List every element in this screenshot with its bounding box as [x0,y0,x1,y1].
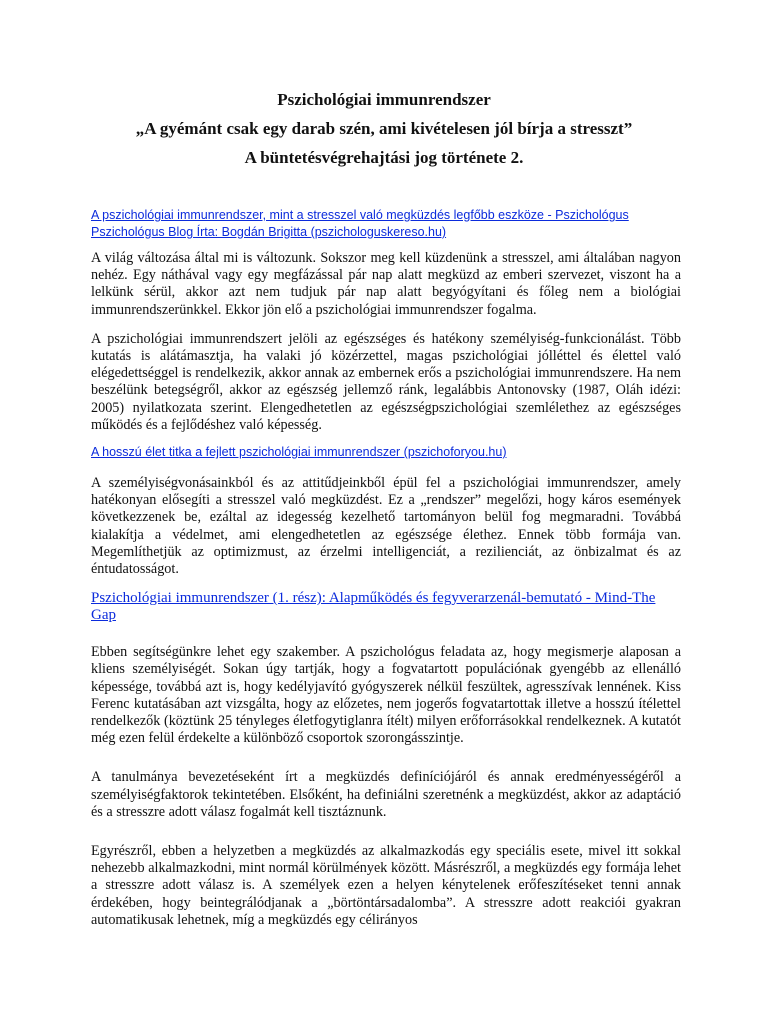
paragraph-coping: Egyrészről, ebben a helyzetben a megküzdés az alkalmazkodás egy speciális esete, mivel itt sokkal nehezebb alkalmazkodni, mint normál körülmények között. Másrészről, a megküzdés egy formája lehet a stresszre adott válasz is. A személyek ezen a helyen kénytelenek erőfeszítéseket tenni annak érdekében, hogy beintegrálódjanak a „börtöntársadalomba”. A stresszre adott reakciói gyakran automatikusak lehetnek, míg a megküzdés egy célirányos [91,843,681,928]
paragraph-intro: A világ változása által mi is változunk. Sokszor meg kell küzdenünk a stresszel, ami általában nagyon nehéz. Egy náthával vagy egy megfázással pár nap alatt megküzd az emberi szervezet, viszont ha a lelkünk sérül, akkor azt nem tudjuk pár nap alatt begyógyítani és főleg nem a biológiai immunrendszerünkkel. Ekkor jön elő a pszichológiai immunrendszer fogalma. [91,250,681,318]
document-title: Pszichológiai immunrendszer [277,90,491,109]
document-series-title: A büntetésvégrehajtási jog története 2. [244,148,524,167]
source-link-pszichologuskereso[interactable]: A pszichológiai immunrendszer, mint a stresszel való megküzdés legfőbb eszköze - Pszichológus Pszichológus Blog Írta: Bogdán Brigitta (pszichologuskereso.hu) [91,208,629,239]
paragraph-study: A tanulmánya bevezetéseként írt a megküzdés definíciójáról és annak eredményességéről a személyiségfaktorok tekintetében. Elsőként, ha definiálni szeretnénk a megküzdést, akkor az adaptáció és a stresszre adott válasz fogalmát kell tisztáznunk. [91,769,681,820]
source-link-mind-the-gap[interactable]: Pszichológiai immunrendszer (1. rész): Alapműködés és fegyverarzenál-bemutató - Mind-The Gap [91,590,656,624]
paragraph-definition: A pszichológiai immunrendszert jelöli az egészséges és hatékony személyiség-funkcionálást. Több kutatás is alátámasztja, ha valaki jó közérzettel, magas pszichológiai jólléttel és élettel való elégedettséggel is rendelkezik, akkor annak az embernek erős a pszichológiai immunrendszere. Ha nem beszélünk betegségről, akkor az egészség jellemző ránk, legalábbis Antonovsky (1987, Oláh idézi: 2005) nyilatkozata szerint. Elengedhetetlen az egészségpszichológiai szemlélethez az egészséges működés és a fejlődéshez való képesség. [91,330,681,433]
paragraph-psychologist: Ebben segítségünkre lehet egy szakember. A pszichológus feladata az, hogy megismerje alaposan a kliens személyiségét. Sokan úgy tartják, hogy a fogvatartott populációnak gyengébb az ellenálló képessége, továbbá azt is, hogy kedélyjavító gyógyszerek nélkül feszültek, agresszívak lennének. Kiss Ferenc kutatásában azt vizsgálta, hogy az előzetes, nem jogerős fogvatartottak illetve a hosszú ítélettel rendelkezők (köztünk 25 tényleges életfogytiglanra ítélt) milyen erőforrásokkal rendelkeznek. A kutatót még ezen felül érdekelte a különböző csoportok szorongásszintje. [91,644,681,747]
document-body [91,207,681,941]
document-subtitle: „A gyémánt csak egy darab szén, ami kivételesen jól bírja a stresszt” [135,119,633,138]
paragraph-personality: A személyiségvonásainkból és az attitűdjeinkből épül fel a pszichológiai immunrendszer, amely hatékonyan elősegíti a stresszel való megküzdést. Ez a „rendszer” megelőzi, hogy káros események következzenek be, ezáltal az idegesség kezelhető tartományon belül fog megmaradni. Továbbá kialakítja a védelmet, ami elengedhetetlen az egészsége élethez. Ennek több formája van. Megemlíthetjük az optimizmust, az érzelmi intelligenciát, a rezilienciát, az önbizalmat és az éntudatosságot. [91,475,681,578]
source-link-pszichoforyou[interactable]: A hosszú élet titka a fejlett pszichológiai immunrendszer (pszichoforyou.hu) [91,445,507,460]
title-block [0,85,768,172]
